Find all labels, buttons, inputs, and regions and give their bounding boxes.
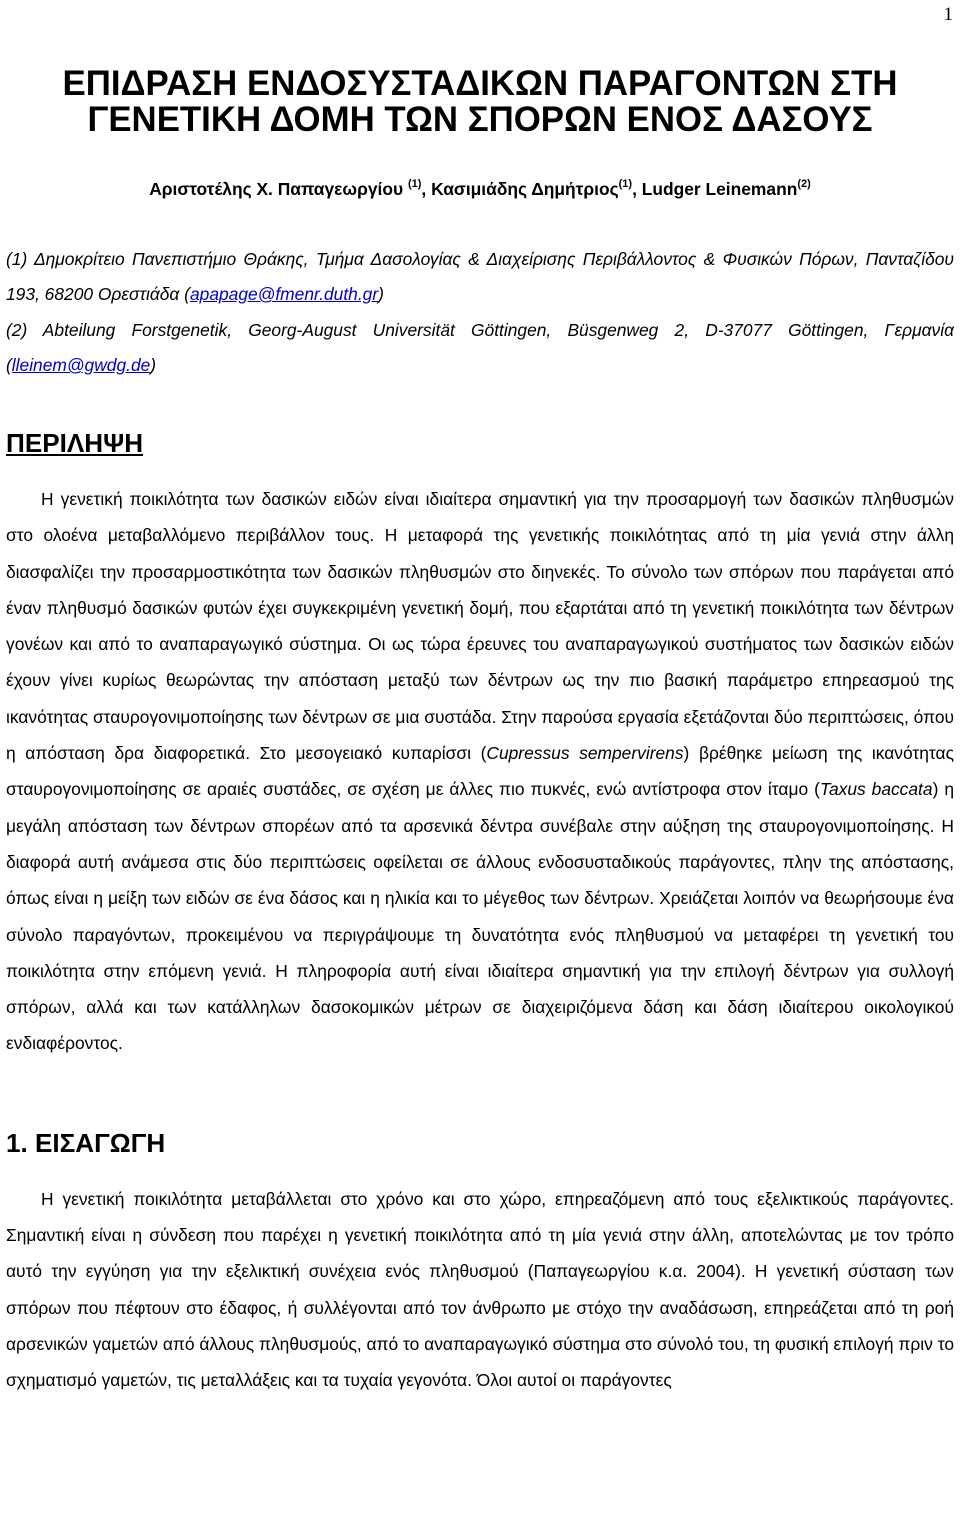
paper-title: ΕΠΙΔΡΑΣΗ ΕΝΔΟΣΥΣΤΑΔΙΚΩΝ ΠΑΡΑΓΟΝΤΩΝ ΣΤΗ ΓΕΝΕΤΙΚΗ ΔΟΜΗ ΤΩΝ ΣΠΟΡΩΝ ΕΝΟΣ ΔΑΣΟΥΣ	[62, 64, 898, 139]
author-separator: ,	[421, 179, 432, 199]
affiliation-marker: (1)	[407, 178, 422, 190]
abstract-text-1: Η γενετική ποικιλότητα των δασικών ειδών είναι ιδιαίτερα σημαντική για την προσαρμογή των δασικών πληθυσμών στο ολοένα μεταβαλλόμενο περιβάλλον τους. Η μεταφορά της γενετικής ποικιλότητας από τη μία γενιά στην άλλη διασφαλίζει την προσαρμοστικότητα των δασικών πληθυσμών στο διηνεκές. Το σύνολο των σπόρων που παράγεται από έναν πληθυσμό δασικών φυτών έχει συγκεκριμένη γενετική δομή, που εξαρτάται από τη γενετική ποικιλότητα των δέντρων γονέων και από το αναπαραγωγικό σύστημα. Οι ως τώρα έρευνες του αναπαραγωγικού συστήματος των δασικών ειδών έχουν γίνει κυρίως θεωρώντας την απόσταση μεταξύ των δέντρων ως την πιο βασική παράμετρο επηρεασμού της ικανότητας σταυρογονιμοποίησης των δέντρων σε μια συστάδα. Στην παρούσα εργασία εξετάζονται δύο περιπτώσεις, όπου η απόσταση δρα διαφορετικά. Στο μεσογειακό κυπαρίσσι (	[6, 489, 954, 764]
abstract-text-2: ) βρέθηκε μείωση της ικανότητας σταυρογονιμοποίησης σε αραιές συστάδες, σε σχέση με άλλες πιο πυκνές, ενώ αντίστροφα στον ίταμο (	[6, 743, 954, 800]
abstract-heading: ΠΕΡΙΛΗΨΗ	[6, 428, 144, 458]
introduction-paragraph: Η γενετική ποικιλότητα μεταβάλλεται στο χρόνο και στο χώρο, επηρεαζόμενη από τους εξελικτικούς παράγοντες. Σημαντική είναι η σύνδεση που παρέχει η γενετική ποικιλότητα από τη μία γενιά στην άλλη, αποτελώντας με τον τρόπο αυτό την εγγύηση για την εξελικτική συνέχεια ενός πληθυσμού (Παπαγεωργίου κ.α. 2004). Η γενετική σύσταση των σπόρων που πέφτουν στο έδαφος, ή συλλέγονται από τον άνθρωπο με στόχο την αναδάσωση, επηρεάζεται από τη ροή αρσενικών γαμετών από άλλους πληθυσμούς, από το αναπαραγωγικό σύστημα στο σύνολό του, τη φυσική επιλογή πριν το σχηματισμό γαμετών, τις μεταλλάξεις και τα τυχαία γεγονότα. Όλοι αυτοί οι παράγοντες	[6, 1188, 954, 1391]
email-link-2[interactable]: lleinem@gwdg.de	[11, 355, 151, 375]
page-number: 1	[943, 4, 953, 25]
affiliation-2	[6, 313, 954, 383]
affiliation-2-close: )	[150, 355, 157, 375]
author-papageorgiou: Αριστοτέλης Χ. Παπαγεωργίου	[149, 179, 408, 199]
affiliation-1	[6, 242, 954, 312]
author-separator: ,	[632, 179, 642, 199]
affiliation-marker: (2)	[797, 178, 811, 190]
author-list	[6, 174, 954, 204]
paper-content	[6, 66, 954, 1399]
affiliation-marker: (1)	[618, 178, 633, 190]
introduction-heading: 1. ΕΙΣΑΓΩΓΗ	[6, 1127, 166, 1158]
species-name-taxus: Taxus baccata	[819, 779, 933, 800]
abstract-paragraph	[6, 481, 954, 1062]
affiliation-1-text: (1) Δημοκρίτειο Πανεπιστήμιο Θράκης, Τμήμα Δασολογίας & Διαχείρισης Περιβάλλοντος & Φυσικών Πόρων, Πανταζίδου 193, 68200 Ορεστιάδα (	[6, 249, 954, 304]
affiliation-1-close: )	[378, 284, 384, 304]
abstract-text-3: ) η μεγάλη απόσταση των δέντρων σπορέων από τα αρσενικά δέντρα συνέβαλε στην αύξηση της σταυρογονιμοποίησης. Η διαφορά αυτή ανάμεσα στις δύο περιπτώσεις οφείλεται σε άλλους ενδοσυσταδικούς παράγοντες, πλην της απόστασης, όπως είναι η μείξη των ειδών σε ένα δάσος και η ηλικία και το μέγεθος των δέντρων. Χρειάζεται λοιπόν να θεωρήσουμε ένα σύνολο παραγόντων, προκειμένου να περιγράψουμε τη δυνατότητα ενός πληθυσμού να μεταφέρει τη γενετική του ποικιλότητα στην επόμενη γενιά. Η πληροφορία αυτή είναι ιδιαίτερα σημαντική για την επιλογή δέντρων για συλλογή σπόρων, αλλά και των κατάλληλων δασοκομικών μέτρων σε διαχειριζόμενα δάση και δάση ιδιαίτερου οικολογικού ενδιαφέροντος.	[6, 779, 954, 1054]
author-leinemann: Ludger Leinemann	[641, 179, 798, 199]
affiliation-2-text: (2) Abteilung Forstgenetik, Georg-August Universität Göttingen, Büsgenweg 2, D-37077 Göttingen, Γερμανία (	[6, 320, 954, 375]
species-name-cupressus: Cupressus sempervirens	[486, 743, 684, 764]
author-kasimiadis: Κασιμιάδης Δημήτριος	[431, 179, 619, 199]
email-link-1[interactable]: apapage@fmenr.duth.gr	[189, 284, 379, 304]
